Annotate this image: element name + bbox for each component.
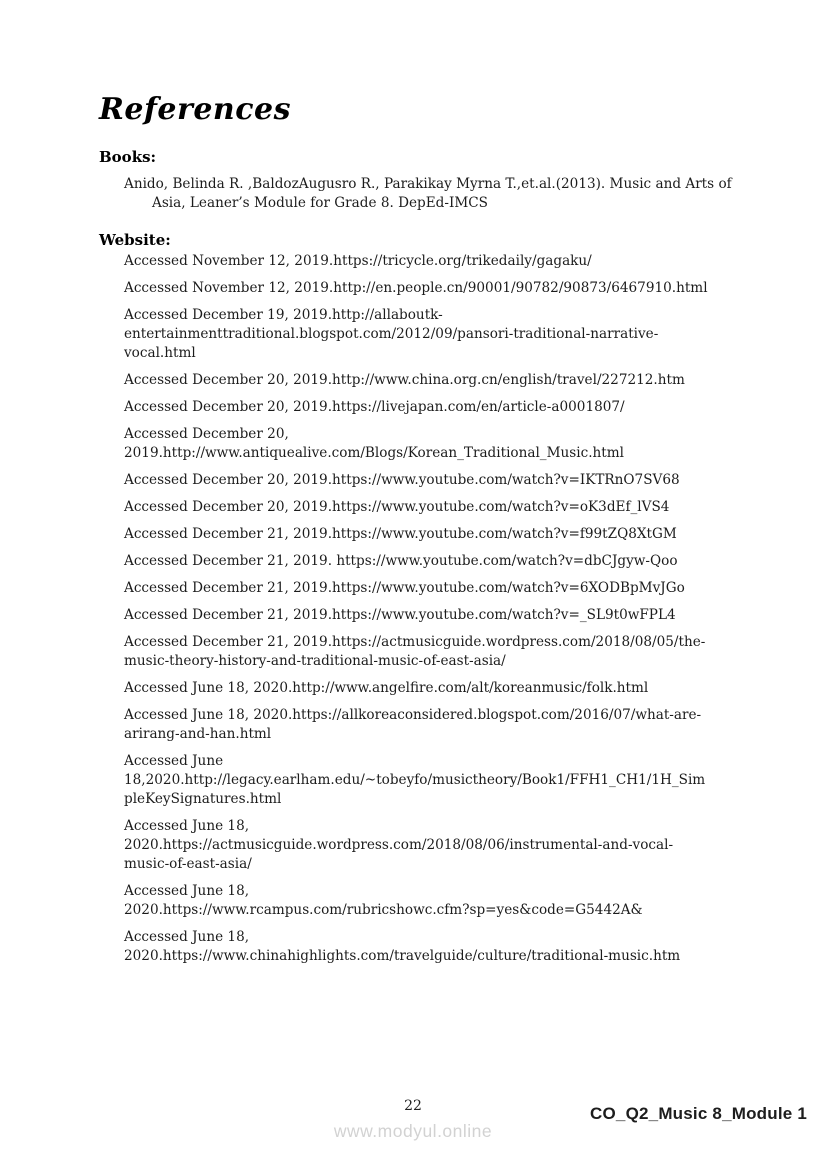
reference-entry bbox=[124, 279, 736, 298]
reference-line: 2019.http://www.antiquealive.com/Blogs/Korean_Traditional_Music.html bbox=[124, 445, 624, 461]
reference-entry bbox=[124, 752, 736, 809]
reference-line: Accessed June bbox=[124, 753, 224, 769]
reference-line: 2020.https://actmusicguide.wordpress.com/2018/08/06/instrumental-and-vocal- bbox=[124, 837, 674, 853]
reference-line: Accessed December 21, 2019.https://actmusicguide.wordpress.com/2018/08/05/the- bbox=[124, 634, 706, 650]
reference-line: Accessed December 21, 2019.https://www.youtube.com/watch?v=f99tZQ8XtGM bbox=[124, 526, 677, 542]
reference-entry bbox=[124, 471, 736, 490]
reference-line: Accessed December 20, 2019.http://www.china.org.cn/english/travel/227212.htm bbox=[124, 372, 685, 388]
reference-line: Accessed June 18, 2020.https://allkoreaconsidered.blogspot.com/2016/07/what-are- bbox=[124, 707, 702, 723]
reference-line: entertainmenttraditional.blogspot.com/2012/09/pansori-traditional-narrative- bbox=[124, 326, 659, 342]
reference-line: 2020.https://www.chinahighlights.com/travelguide/culture/traditional-music.htm bbox=[124, 948, 681, 964]
reference-line: Accessed June 18, bbox=[124, 883, 250, 899]
reference-line: pleKeySignatures.html bbox=[124, 791, 282, 807]
watermark: www.modyul.online bbox=[333, 1121, 493, 1141]
reference-entry bbox=[124, 606, 736, 625]
reference-line: music-theory-history-and-traditional-music-of-east-asia/ bbox=[124, 653, 506, 669]
reference-line: Accessed December 21, 2019. https://www.youtube.com/watch?v=dbCJgyw-Qoo bbox=[124, 553, 678, 569]
reference-entry bbox=[124, 882, 736, 920]
reference-entry bbox=[124, 817, 736, 874]
reference-line: Accessed November 12, 2019.http://en.people.cn/90001/90782/90873/6467910.html bbox=[124, 280, 708, 296]
reference-line: music-of-east-asia/ bbox=[124, 856, 252, 872]
reference-line: Accessed June 18, 2020.http://www.angelfire.com/alt/koreanmusic/folk.html bbox=[124, 680, 649, 696]
reference-line: 2020.https://www.rcampus.com/rubricshowc.cfm?sp=yes&code=G5442A& bbox=[124, 902, 643, 918]
reference-entry bbox=[124, 306, 736, 363]
reference-entry bbox=[124, 252, 736, 271]
reference-sections bbox=[99, 148, 736, 966]
reference-line: arirang-and-han.html bbox=[124, 726, 272, 742]
reference-entry bbox=[124, 525, 736, 544]
section-heading: Website: bbox=[99, 231, 171, 249]
reference-entry bbox=[124, 371, 736, 390]
reference-line: 18,2020.http://legacy.earlham.edu/~tobeyfo/musictheory/Book1/FFH1_CH1/1H_Sim bbox=[124, 772, 706, 788]
reference-entry bbox=[124, 425, 736, 463]
document-section bbox=[99, 231, 736, 966]
reference-line: Accessed December 20, 2019.https://livejapan.com/en/article-a0001807/ bbox=[124, 399, 625, 415]
reference-line: Accessed December 21, 2019.https://www.youtube.com/watch?v=6XODBpMvJGo bbox=[124, 580, 685, 596]
reference-entry bbox=[124, 498, 736, 517]
reference-entry bbox=[124, 398, 736, 417]
reference-line: Accessed June 18, bbox=[124, 818, 250, 834]
reference-entry bbox=[124, 706, 736, 744]
reference-entry bbox=[124, 633, 736, 671]
reference-entry bbox=[124, 552, 736, 571]
reference-entry bbox=[124, 579, 736, 598]
page-number: 22 bbox=[404, 1098, 422, 1114]
reference-line: vocal.html bbox=[124, 345, 196, 361]
page-title: References bbox=[99, 92, 291, 127]
document-section bbox=[99, 148, 736, 213]
reference-entry bbox=[124, 928, 736, 966]
module-label: CO_Q2_Music 8_Module 1 bbox=[590, 1104, 807, 1123]
reference-line: Anido, Belinda R. ,BaldozAugusro R., Parakikay Myrna T.,et.al.(2013). Music and Arts of bbox=[124, 176, 732, 192]
reference-line: Asia, Leaner’s Module for Grade 8. DepEd-IMCS bbox=[152, 195, 488, 211]
reference-line: Accessed December 21, 2019.https://www.youtube.com/watch?v=_SL9t0wFPL4 bbox=[124, 607, 676, 623]
reference-entry bbox=[124, 679, 736, 698]
reference-line: Accessed December 20, 2019.https://www.youtube.com/watch?v=IKTRnO7SV68 bbox=[124, 472, 680, 488]
reference-entry bbox=[124, 175, 736, 213]
reference-line: Accessed June 18, bbox=[124, 929, 250, 945]
section-heading: Books: bbox=[99, 148, 157, 166]
reference-line: Accessed December 19, 2019.http://allaboutk- bbox=[124, 307, 443, 323]
reference-line: Accessed December 20, bbox=[124, 426, 289, 442]
reference-line: Accessed December 20, 2019.https://www.youtube.com/watch?v=oK3dEf_lVS4 bbox=[124, 499, 670, 515]
reference-line: Accessed November 12, 2019.https://tricycle.org/trikedaily/gagaku/ bbox=[124, 253, 592, 269]
